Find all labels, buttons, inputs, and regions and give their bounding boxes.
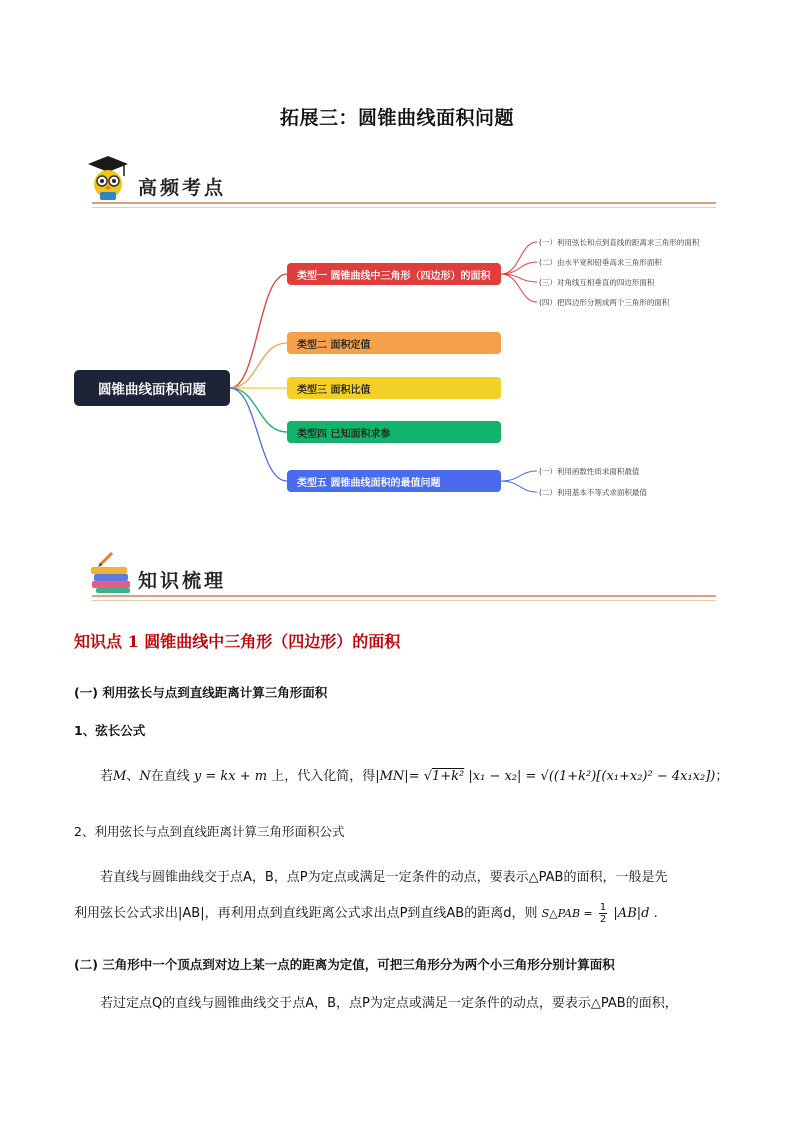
text: 利用弦长公式求出|AB|，再利用点到直线距离公式求出点P到直线AB的距离d，则 [74,906,538,921]
formula: |AB|d . [613,906,658,921]
item-heading-1: 1、弦长公式 [74,723,146,738]
section-label: 知识梳理 [138,570,227,592]
area-formula-line [74,902,658,925]
text: 上，代入化简，得 [271,769,376,784]
leaf-1-4: (四）把四边形分割成两个三角形的面积 [539,298,670,307]
fraction-half: $\frac{1}{2}$ [599,902,607,925]
leaf-1-1: (一）利用弦长和点到直线的距离求三角形的面积 [539,238,700,247]
section-label: 高频考点 [138,177,227,199]
branch-type-2: 类型二 面积定值 [287,332,501,354]
leaf-1-3: (三）对角线互相垂直的四边形面积 [539,278,655,287]
subheading-2: (二) 三角形中一个顶点到对边上某一点的距离为定值，可把三角形分为两个小三角形分别计算面积 [74,957,615,972]
mindmap-root: 圆锥曲线面积问题 [74,370,230,406]
page-title: 拓展三：圆锥曲线面积问题 [279,107,514,129]
branch-type-3: 类型三 面积比值 [287,377,501,399]
divider [92,207,716,208]
leaf-1-2: (二）由水平宽和铅垂高求三角形面积 [539,258,662,267]
formula: |x₁ − x₂| = √((1+k²)[(x₁+x₂)² − 4x₁x₂]) [468,769,716,784]
formula: |MN|= [375,769,420,784]
divider [92,600,716,601]
branch-type-1: 类型一 圆锥曲线中三角形（四边形）的面积 [287,263,501,285]
paragraph-line: 若直线与圆锥曲线交于点A，B，点P为定点或满足一定条件的动点，要表示△PAB的面积，一般是先 [100,870,668,885]
text: 若 [100,769,114,784]
divider [92,595,716,597]
divider [92,202,716,204]
subheading-1: (一) 利用弦长与点到直线距离计算三角形面积 [74,685,328,700]
books-pencil-icon [88,551,134,595]
leaf-5-1: (一）利用函数性质求面积最值 [539,467,640,476]
branch-type-5: 类型五 圆锥曲线面积的最值问题 [287,470,501,492]
graduate-owl-icon [86,154,130,202]
item-heading-2: 2、利用弦长与点到直线距离计算三角形面积公式 [74,824,345,839]
section-header-knowledge [86,545,716,597]
formula: S△PAB = [541,907,593,920]
section-header-high-frequency [86,152,716,204]
chord-length-formula: 若M、N在直线 y = kx + m 上，代入化简，得|MN|= √1+k² |x₁ − x₂| = √((1+k²)[(x₁+x₂)² − 4x₁x₂])； [100,769,729,784]
mindmap [0,225,794,515]
leaf-5-2: (二）利用基本不等式求面积最值 [539,488,647,497]
branch-type-4: 类型四 已知面积求参 [287,421,501,443]
knowledge-point-title: 知识点 1 圆锥曲线中三角形（四边形）的面积 [74,632,401,651]
text: 在直线 [150,769,190,784]
paragraph-line: 若过定点Q的直线与圆锥曲线交于点A，B，点P为定点或满足一定条件的动点，要表示△PAB的面积， [100,996,678,1011]
